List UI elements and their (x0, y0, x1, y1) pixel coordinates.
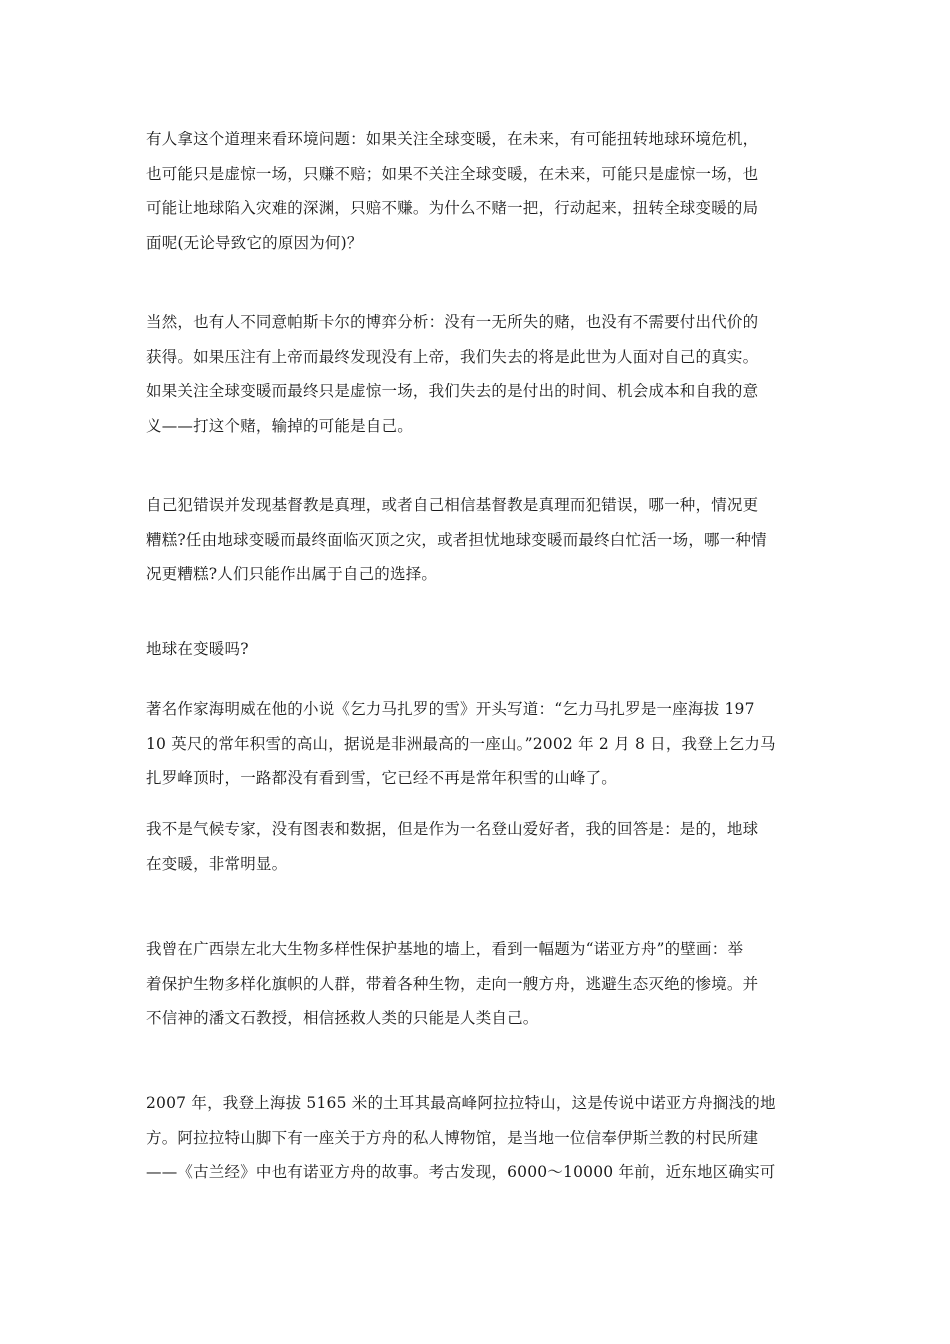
paragraph-kilimanjaro (146, 692, 810, 796)
text-line: 我曾在广西崇左北大生物多样性保护基地的墙上，看到一幅题为“诺亚方舟”的壁画：举 (146, 940, 744, 958)
paragraph-noahs-ark-mural (146, 932, 810, 1036)
text-line: 扎罗峰顶时，一路都没有看到雪，它已经不再是常年积雪的山峰了。 (146, 769, 618, 787)
text-line: 有人拿这个道理来看环境问题：如果关注全球变暖，在未来，有可能扭转地球环境危机， (146, 130, 759, 148)
text-line: 如果关注全球变暖而最终只是虚惊一场，我们失去的是付出的时间、机会成本和自我的意 (146, 382, 759, 400)
paragraph-mountaineer-answer (146, 812, 810, 881)
paragraph-which-is-worse (146, 488, 810, 592)
text-line: 10 英尺的常年积雪的高山，据说是非洲最高的一座山。”2002 年 2 月 8 日，我登上乞力马 (146, 734, 776, 753)
text-line: 我不是气候专家，没有图表和数据，但是作为一名登山爱好者，我的回答是：是的，地球 (146, 820, 759, 838)
text-line: 着保护生物多样化旗帜的人群，带着各种生物，走向一艘方舟，逃避生态灭绝的惨境。并 (146, 974, 759, 993)
text-line: 著名作家海明威在他的小说《乞力马扎罗的雪》开头写道：“乞力马扎罗是一座海拔 197 (146, 700, 755, 718)
text-line: 获得。如果压注有上帝而最终发现没有上帝，我们失去的将是此世为人面对自己的真实。 (146, 347, 759, 366)
text-line: 面呢(无论导致它的原因为何)？ (146, 233, 363, 252)
text-line: 义——打这个赌，输掉的可能是自己。 (146, 416, 413, 435)
paragraph-environment-wager (146, 122, 810, 260)
section-heading-is-earth-warming (146, 632, 810, 667)
text-line: 况更糟糕?人们只能作出属于自己的选择。 (146, 565, 438, 583)
paragraph-mount-ararat (146, 1086, 810, 1190)
text-line: 方。阿拉拉特山脚下有一座关于方舟的私人博物馆，是当地一位信奉伊斯兰教的村民所建 (146, 1128, 759, 1147)
text-line: 在变暖，非常明显。 (146, 854, 288, 873)
text-line: 可能让地球陷入灾难的深渊，只赔不赚。为什么不赌一把，行动起来，扭转全球变暖的局 (146, 199, 759, 217)
text-line: 也可能只是虚惊一场，只赚不赔；如果不关注全球变暖，在未来，可能只是虚惊一场，也 (146, 164, 759, 183)
text-line: 自己犯错误并发现基督教是真理，或者自己相信基督教是真理而犯错误，哪一种，情况更 (146, 496, 759, 514)
paragraph-pascal-objection (146, 305, 810, 443)
text-line: 2007 年，我登上海拔 5165 米的土耳其最高峰阿拉拉特山，这是传说中诺亚方舟搁浅的地 (146, 1094, 776, 1112)
text-line: 糟糕?任由地球变暖而最终面临灭顶之灾，或者担忧地球变暖而最终白忙活一场，哪一种情 (146, 530, 767, 549)
text-line: 地球在变暖吗? (146, 640, 249, 658)
text-line: 不信神的潘文石教授，相信拯救人类的只能是人类自己。 (146, 1009, 539, 1027)
text-line: 当然，也有人不同意帕斯卡尔的博弈分析：没有一无所失的赌，也没有不需要付出代价的 (146, 313, 759, 331)
text-line: ——《古兰经》中也有诺亚方舟的故事。考古发现，6000～10000 年前，近东地区确实可 (146, 1163, 776, 1181)
